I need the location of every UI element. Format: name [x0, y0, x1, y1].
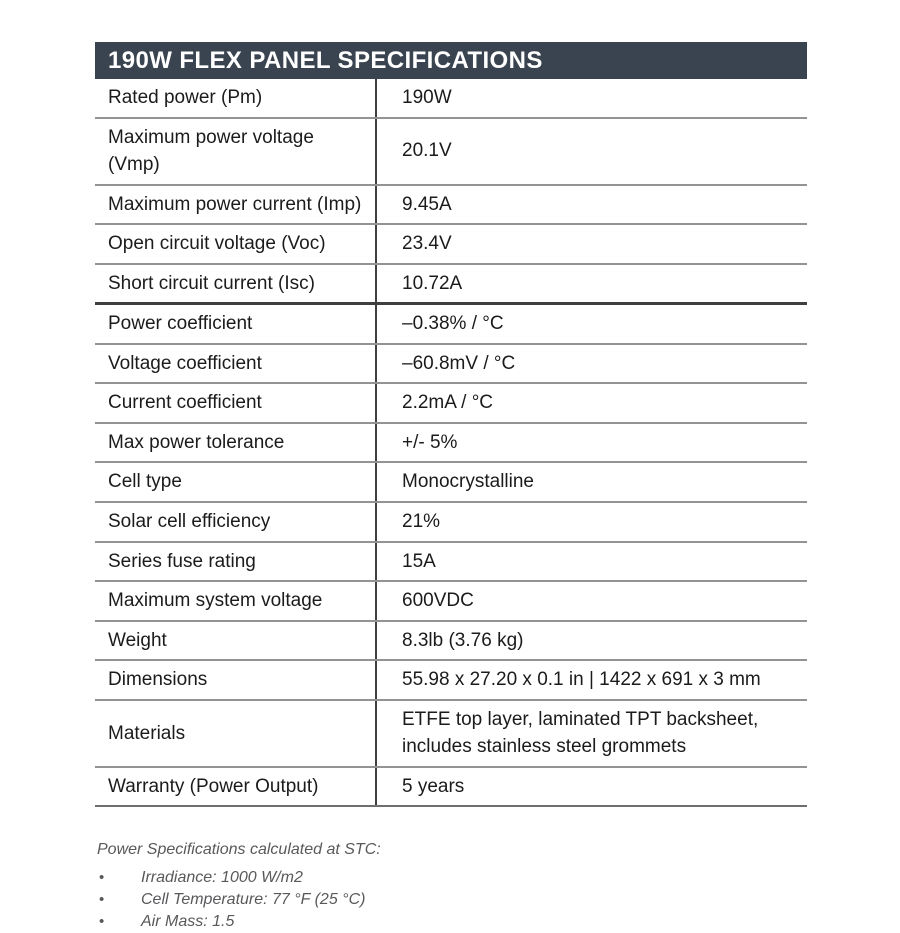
spec-value: 190W	[375, 79, 807, 117]
spec-value: 23.4V	[375, 225, 807, 263]
spec-sheet	[95, 42, 807, 933]
spec-value: 600VDC	[375, 582, 807, 620]
table-row	[95, 119, 807, 186]
spec-value: –60.8mV / °C	[375, 345, 807, 383]
spec-label: Voltage coefficient	[108, 352, 262, 374]
table-row	[95, 768, 807, 808]
spec-label: Max power tolerance	[108, 431, 285, 453]
table-row	[95, 622, 807, 662]
spec-value: 15A	[375, 543, 807, 581]
spec-label: Materials	[108, 722, 186, 744]
table-row	[95, 582, 807, 622]
spec-value: 55.98 x 27.20 x 0.1 in | 1422 x 691 x 3 mm	[375, 661, 807, 699]
spec-value: 9.45A	[375, 186, 807, 224]
table-row	[95, 225, 807, 265]
spec-label: Maximum system voltage	[108, 590, 323, 612]
spec-label: Maximum power voltage (Vmp)	[108, 126, 314, 176]
table-row	[95, 186, 807, 226]
table-row	[95, 79, 807, 119]
footnote-list	[95, 867, 807, 933]
spec-value: 2.2mA / °C	[375, 384, 807, 422]
spec-label: Short circuit current (Isc)	[108, 272, 315, 294]
spec-label: Solar cell efficiency	[108, 511, 271, 533]
spec-sheet-header	[95, 42, 807, 79]
spec-value: 8.3lb (3.76 kg)	[375, 622, 807, 660]
table-row	[95, 424, 807, 464]
spec-value: Monocrystalline	[375, 463, 807, 501]
footnote-item	[95, 911, 807, 933]
spec-value: 10.72A	[375, 265, 807, 303]
footnote-text: Irradiance: 1000 W/m2	[141, 869, 303, 887]
footnotes	[95, 839, 807, 933]
table-row	[95, 543, 807, 583]
spec-label: Rated power (Pm)	[108, 87, 263, 108]
table-row	[95, 345, 807, 385]
spec-table	[95, 79, 807, 807]
spec-value: 21%	[375, 503, 807, 541]
table-row	[95, 701, 807, 768]
spec-label: Series fuse rating	[108, 550, 256, 572]
footnote-text: Cell Temperature: 77 °F (25 °C)	[141, 891, 366, 909]
footnote-text: Air Mass: 1.5	[141, 913, 235, 931]
table-row	[95, 265, 807, 306]
spec-value: ETFE top layer, laminated TPT backsheet, includes stainless steel grommets	[375, 701, 807, 766]
page-title: 190W FLEX PANEL SPECIFICATIONS	[108, 46, 543, 74]
spec-label: Power coefficient	[108, 313, 253, 335]
footnote-heading: Power Specifications calculated at STC:	[97, 841, 381, 859]
bullet-icon: •	[99, 913, 105, 931]
spec-label: Maximum power current (Imp)	[108, 193, 362, 215]
spec-label: Warranty (Power Output)	[108, 775, 319, 797]
spec-label: Cell type	[108, 471, 182, 493]
footnote-item	[95, 867, 807, 889]
spec-value: 20.1V	[375, 119, 807, 184]
table-row	[95, 305, 807, 345]
spec-label: Open circuit voltage (Voc)	[108, 233, 326, 255]
table-row	[95, 503, 807, 543]
table-row	[95, 463, 807, 503]
footnote-item	[95, 889, 807, 911]
spec-label: Weight	[108, 629, 167, 651]
spec-label: Current coefficient	[108, 392, 262, 414]
spec-value: 5 years	[375, 768, 807, 806]
spec-label: Dimensions	[108, 669, 208, 691]
bullet-icon: •	[99, 869, 105, 887]
spec-value: –0.38% / °C	[375, 305, 807, 343]
table-row	[95, 384, 807, 424]
table-row	[95, 661, 807, 701]
spec-value: +/- 5%	[375, 424, 807, 462]
bullet-icon: •	[99, 891, 105, 909]
